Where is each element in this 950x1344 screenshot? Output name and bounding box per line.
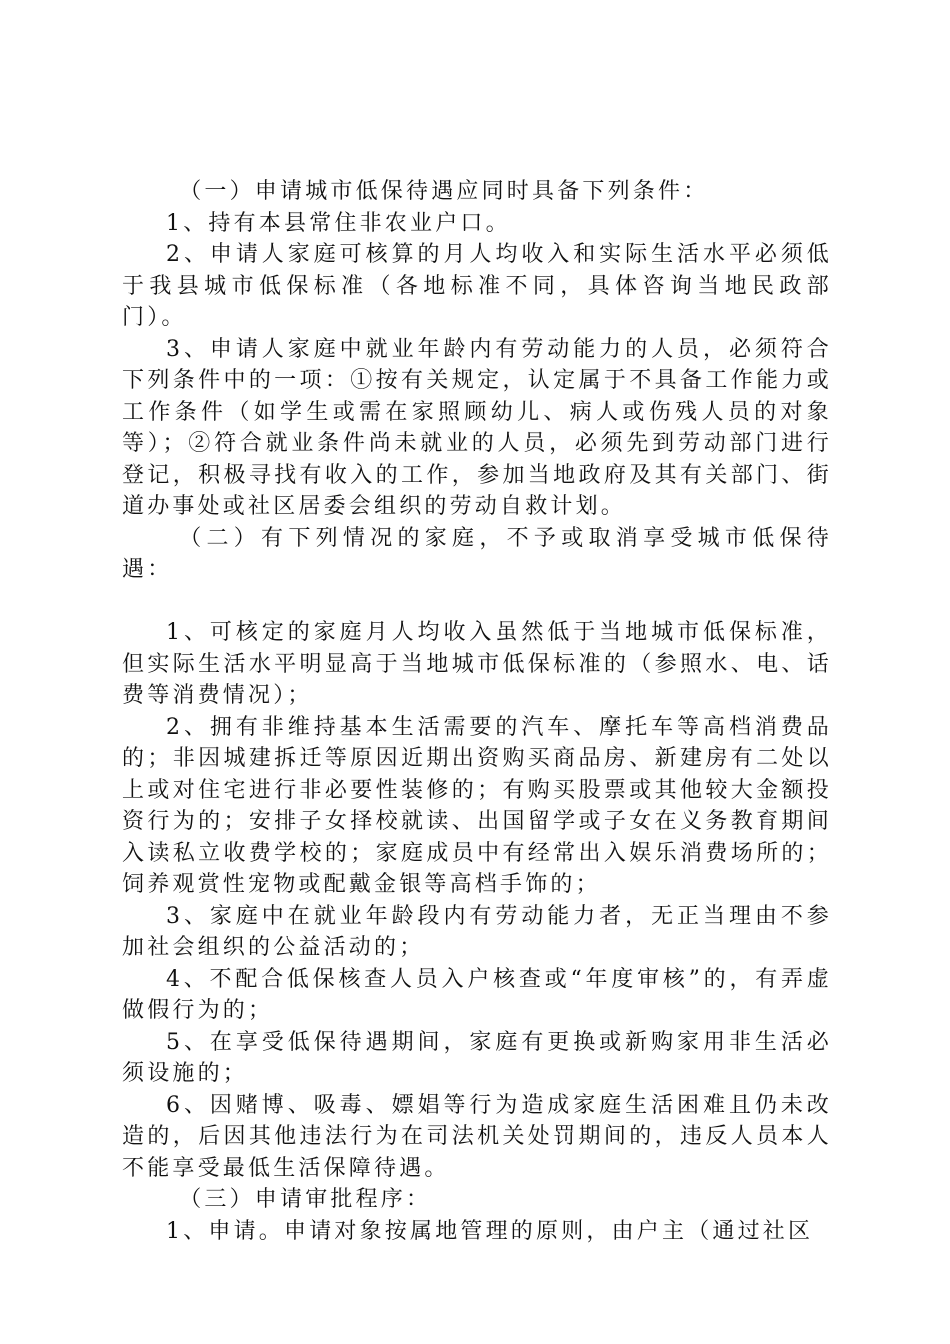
exclusion-item-3: 3、家庭中在就业年龄段内有劳动能力者，无正当理由不参加社会组织的公益活动的；	[122, 903, 832, 960]
condition-item-1: 1、持有本县常住非农业户口。	[166, 210, 511, 236]
exclusion-item-4: 4、不配合低保核查人员入户核查或“年度审核”的，有弄虚做假行为的；	[122, 966, 832, 1023]
condition-item-2: 2、申请人家庭可核算的月人均收入和实际生活水平必须低于我县城市低保标准（各地标准不同，具体咨询当地民政部门）。	[122, 242, 832, 330]
procedure-item-1: 1、申请。申请对象按属地管理的原则，由户主（通过社区	[166, 1218, 814, 1244]
section-heading-1: （一）申请城市低保待遇应同时具备下列条件：	[179, 179, 709, 204]
section-heading-3: （三）申请审批程序：	[179, 1187, 432, 1212]
section-heading-2: （二）有下列情况的家庭，不予或取消享受城市低保待遇：	[122, 525, 832, 582]
exclusion-item-1: 1、可核定的家庭月人均收入虽然低于当地城市低保标准，但实际生活水平明显高于当地城市低保标准的（参照水、电、话费等消费情况）；	[122, 620, 832, 708]
document-body	[122, 176, 832, 1247]
exclusion-item-6: 6、因赌博、吸毒、嫖娼等行为造成家庭生活困难且仍未改造的，后因其他违法行为在司法机关处罚期间的，违反人员本人不能享受最低生活保障待遇。	[122, 1092, 832, 1181]
condition-item-3: 3、申请人家庭中就业年龄内有劳动能力的人员，必须符合下列条件中的一项：①按有关规定，认定属于不具备工作能力或工作条件（如学生或需在家照顾幼儿、病人或伤残人员的对象等）；②符合就业条件尚未就业的人员，必须先到劳动部门进行登记，积极寻找有收入的工作，参加当地政府及其有关部门、街道办事处或社区居委会组织的劳动自救计划。	[122, 336, 832, 519]
exclusion-item-2: 2、拥有非维持基本生活需要的汽车、摩托车等高档消费品的；非因城建拆迁等原因近期出资购买商品房、新建房有二处以上或对住宅进行非必要性装修的；有购买股票或其他较大金额投资行为的；安排子女择校就读、出国留学或子女在义务教育期间入读私立收费学校的；家庭成员中有经常出入娱乐消费场所的；饲养观赏性宠物或配戴金银等高档手饰的；	[122, 714, 832, 897]
exclusion-item-5: 5、在享受低保待遇期间，家庭有更换或新购家用非生活必须设施的；	[122, 1029, 832, 1086]
